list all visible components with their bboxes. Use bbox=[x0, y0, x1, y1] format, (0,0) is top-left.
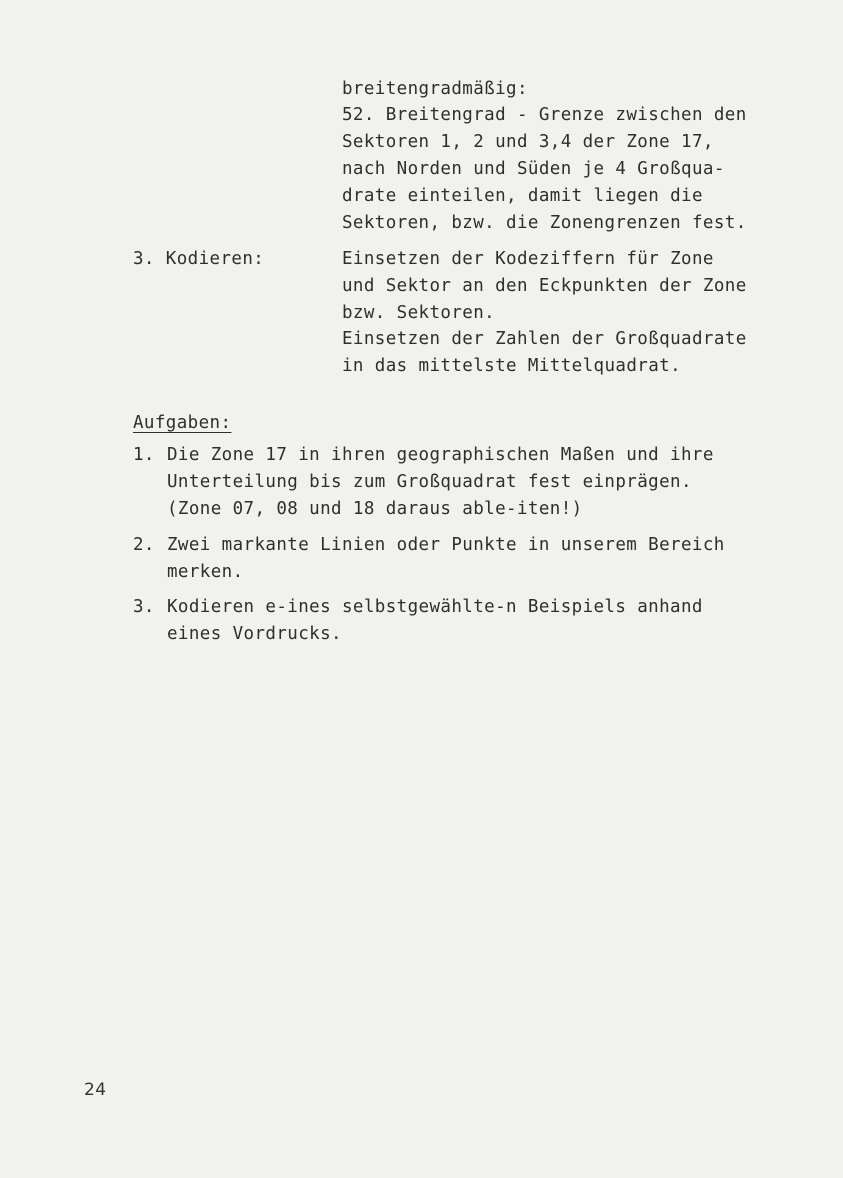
task-line: eines Vordrucks. bbox=[167, 624, 342, 644]
step-label: 3. Kodieren: bbox=[133, 249, 265, 269]
task-line: Kodieren e-ines selbstgewählte-n Beispiels anhand bbox=[167, 597, 703, 617]
task-line: (Zone 07, 08 und 18 daraus able-iten!) bbox=[167, 499, 583, 519]
top-block-line: drate einteilen, damit liegen die bbox=[342, 186, 703, 206]
task-number: 2. bbox=[133, 535, 155, 555]
step-line: in das mittelste Mittelquadrat. bbox=[342, 356, 682, 376]
task-number: 3. bbox=[133, 597, 155, 617]
step-line: Einsetzen der Zahlen der Großquadrate bbox=[342, 329, 747, 349]
page-number: 24 bbox=[84, 1080, 107, 1100]
task-line: Die Zone 17 in ihren geographischen Maßen und ihre bbox=[167, 445, 714, 465]
step-line: und Sektor an den Eckpunkten der Zone bbox=[342, 276, 747, 296]
top-block-line: breitengradmäßig: bbox=[342, 79, 528, 99]
step-line: Einsetzen der Kodeziffern für Zone bbox=[342, 249, 714, 269]
tasks-heading: Aufgaben: bbox=[133, 413, 232, 433]
step-line: bzw. Sektoren. bbox=[342, 303, 496, 323]
top-block-line: Sektoren, bzw. die Zonengrenzen fest. bbox=[342, 213, 747, 233]
top-block-line: nach Norden und Süden je 4 Großqua- bbox=[342, 159, 725, 179]
task-line: Unterteilung bis zum Großquadrat fest einprägen. bbox=[167, 472, 692, 492]
task-line: merken. bbox=[167, 562, 244, 582]
task-line: Zwei markante Linien oder Punkte in unserem Bereich bbox=[167, 535, 725, 555]
top-block-line: 52. Breitengrad - Grenze zwischen den bbox=[342, 105, 747, 125]
task-number: 1. bbox=[133, 445, 155, 465]
top-block-line: Sektoren 1, 2 und 3,4 der Zone 17, bbox=[342, 132, 714, 152]
